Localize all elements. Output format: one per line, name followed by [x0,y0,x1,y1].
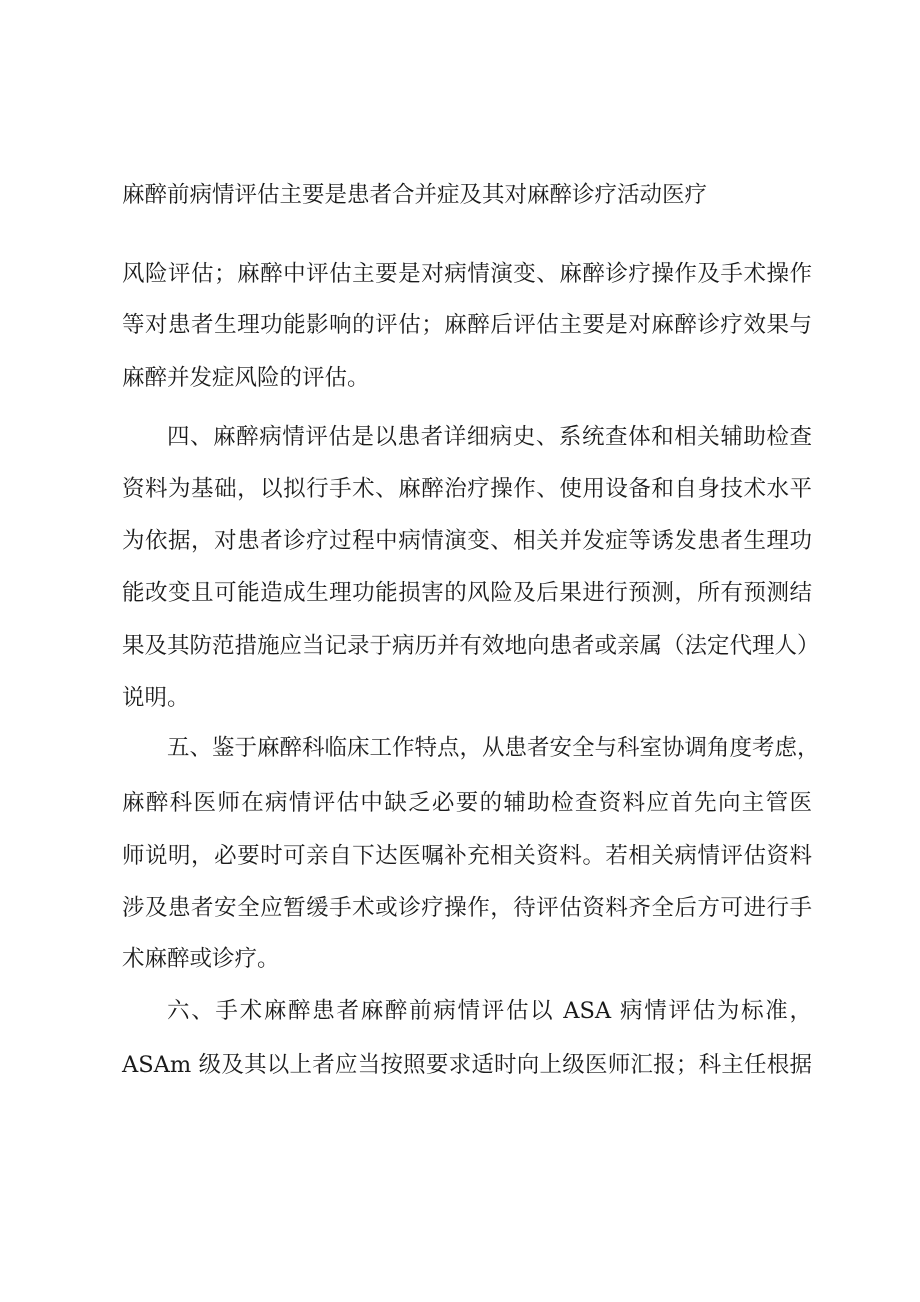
text-line: 涉及患者安全应暂缓手术或诊疗操作，待评估资料齐全后方可进行手 [122,895,812,921]
text-line: ASAm 级及其以上者应当按照要求适时向上级医师汇报；科主任根据 [122,1052,812,1078]
text-line: 麻醉并发症风险的评估。 [122,365,370,391]
text-line: 师说明，必要时可亲自下达医嘱补充相关资料。若相关病情评估资料 [122,843,812,869]
text-line: 资料为基础，以拟行手术、麻醉治疗操作、使用设备和自身技术水平 [122,476,812,502]
text-line: 五、鉴于麻醉科临床工作特点，从患者安全与科室协调角度考虑， [167,735,820,761]
text-line: 六、手术麻醉患者麻醉前病情评估以 ASA 病情评估为标准， [167,998,812,1024]
text-line: 麻醉科医师在病情评估中缺乏必要的辅助检查资料应首先向主管医 [122,790,812,816]
text-line: 术麻醉或诊疗。 [122,946,280,972]
text-line: 果及其防范措施应当记录于病历并有效地向患者或亲属（法定代理人） [122,633,820,659]
text-line: 麻醉前病情评估主要是患者合并症及其对麻醉诊疗活动医疗 [122,182,708,208]
text-line: 能改变且可能造成生理功能损害的风险及后果进行预测，所有预测结 [122,580,812,606]
text-line: 四、麻醉病情评估是以患者详细病史、系统查体和相关辅助检查 [167,424,812,450]
text-line: 等对患者生理功能影响的评估；麻醉后评估主要是对麻醉诊疗效果与 [122,312,812,338]
text-line: 说明。 [122,685,190,711]
text-line: 风险评估；麻醉中评估主要是对病情演变、麻醉诊疗操作及手术操作 [122,261,812,287]
text-line: 为依据，对患者诊疗过程中病情演变、相关并发症等诱发患者生理功 [122,528,812,554]
